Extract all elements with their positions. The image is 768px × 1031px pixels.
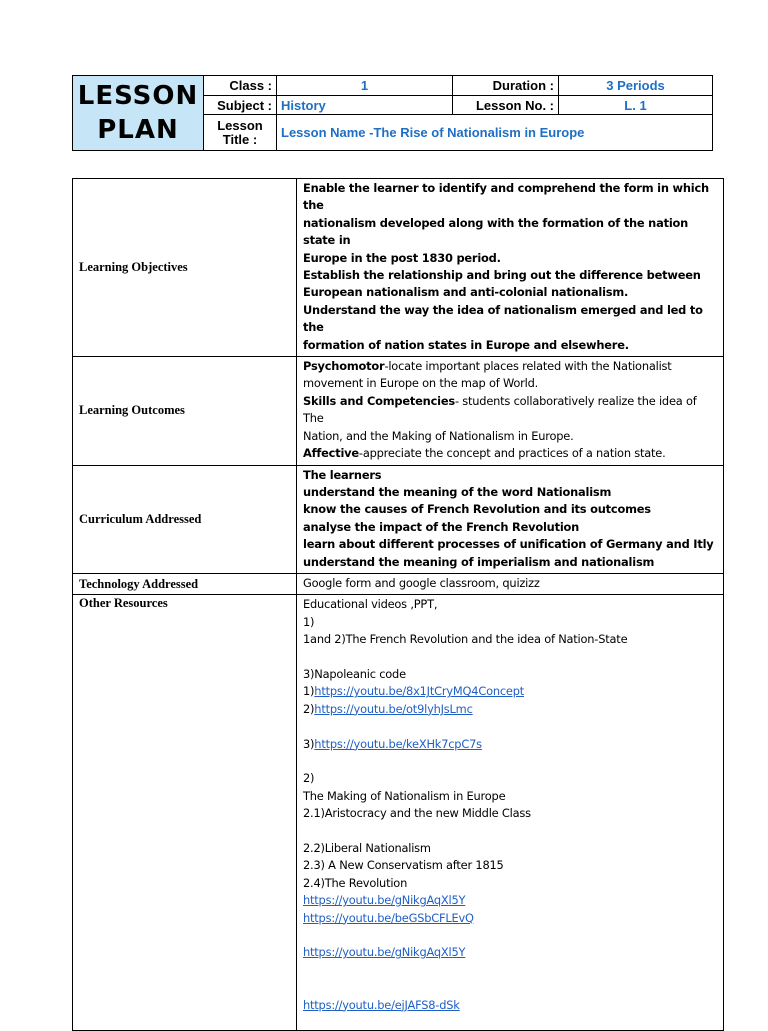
lesson-title-label	[204, 115, 277, 151]
video-link[interactable]: https://youtu.be/8x1JtCryMQ4Concept	[314, 684, 525, 699]
resource-line: 2.1)Aristocracy and the new Middle Class	[303, 806, 531, 821]
objectives-row	[73, 179, 724, 357]
resource-line: 1)	[303, 614, 315, 629]
video-link[interactable]: https://youtu.be/gNikgAqXl5Y	[303, 945, 466, 960]
lesson-title-value: Lesson Name -The Rise of Nationalism in Europe	[277, 115, 713, 151]
objective-line: nationalism developed along with the formation of the nation state in	[303, 215, 689, 248]
resource-line: 2.2)Liberal Nationalism	[303, 840, 431, 855]
objective-line: Enable the learner to identify and comprehend the form in which the	[303, 181, 709, 213]
lesson-title-label-1: Lesson	[217, 117, 263, 133]
objectives-content	[297, 179, 724, 357]
curriculum-line: learn about different processes of unification of Germany and Itly	[303, 537, 714, 552]
outcome-text: - students collaboratively realize the idea of The	[303, 393, 697, 426]
technology-value: Google form and google classroom, quizizz	[297, 573, 724, 594]
subject-value: History	[277, 96, 453, 115]
technology-label: Technology Addressed	[73, 573, 297, 594]
title-line-2: PLAN	[97, 115, 179, 145]
resource-line: 3)Napoleanic code	[303, 666, 406, 681]
outcome-key: Skills and Competencies	[303, 393, 455, 408]
lesson-no-value: L. 1	[559, 96, 713, 115]
outcome-text: -appreciate the concept and practices of a nation state.	[358, 446, 666, 461]
subject-label: Subject :	[204, 96, 277, 115]
curriculum-line: understand the meaning of the word Nationalism	[303, 484, 612, 499]
curriculum-line: know the causes of French Revolution and its outcomes	[303, 502, 651, 517]
resource-line: 2.4)The Revolution	[303, 875, 408, 890]
link-prefix: 1)	[303, 684, 315, 699]
outcome-line	[303, 358, 717, 375]
outcomes-label: Learning Outcomes	[73, 357, 297, 465]
link-prefix: 3)	[303, 736, 315, 751]
class-value: 1	[277, 76, 453, 96]
resource-link-line	[303, 736, 717, 753]
outcome-line	[303, 393, 717, 428]
video-link[interactable]: https://youtu.be/ot9lyhJsLmc	[314, 701, 473, 716]
curriculum-row	[73, 465, 724, 573]
resource-line: 1and 2)The French Revolution and the idea of Nation-State	[303, 632, 628, 647]
video-link[interactable]: https://youtu.be/beGSbCFLEvQ	[303, 910, 474, 925]
curriculum-line: The learners	[303, 467, 382, 482]
lesson-plan-table	[72, 178, 724, 1031]
objective-line: Establish the relationship and bring out the difference between	[303, 268, 701, 283]
spacer	[303, 962, 717, 997]
objective-line: formation of nation states in Europe and elsewhere.	[303, 337, 629, 352]
resource-link-line	[303, 683, 717, 700]
outcome-line: Nation, and the Making of Nationalism in Europe.	[303, 428, 574, 443]
lesson-plan-header	[72, 75, 713, 151]
outcome-text: -locate important places related with the Nationalist	[384, 359, 672, 374]
resource-line: The Making of Nationalism in Europe	[303, 788, 506, 803]
curriculum-label: Curriculum Addressed	[73, 465, 297, 573]
spacer	[303, 649, 717, 666]
objective-line: Understand the way the idea of nationalism emerged and led to the	[303, 302, 703, 335]
resource-link-line	[303, 701, 717, 718]
resource-line: 2.3) A New Conservatism after 1815	[303, 858, 504, 873]
curriculum-line: understand the meaning of imperialism and nationalism	[303, 554, 655, 569]
outcome-line: movement in Europe on the map of World.	[303, 376, 539, 391]
link-prefix: 2)	[303, 701, 315, 716]
duration-value: 3 Periods	[559, 76, 713, 96]
resources-content	[297, 595, 724, 1031]
objective-line: European nationalism and anti-colonial nationalism.	[303, 285, 629, 300]
outcome-line	[303, 445, 717, 462]
video-link[interactable]: https://youtu.be/gNikgAqXl5Y	[303, 893, 466, 908]
spacer	[303, 927, 717, 944]
outcomes-content	[297, 357, 724, 465]
duration-label: Duration :	[453, 76, 559, 96]
curriculum-line: analyse the impact of the French Revolution	[303, 519, 580, 534]
objective-line: Europe in the post 1830 period.	[303, 250, 501, 265]
resource-link-line	[303, 997, 717, 1014]
spacer	[303, 823, 717, 840]
lesson-title-label-2: Title :	[222, 131, 258, 147]
resource-link-line	[303, 944, 717, 961]
resource-line: Educational videos ,PPT,	[303, 597, 438, 612]
outcome-key: Affective	[303, 446, 359, 461]
spacer	[303, 753, 717, 770]
lesson-no-label: Lesson No. :	[453, 96, 559, 115]
title-line-1: LESSON	[77, 81, 199, 111]
objectives-label: Learning Objectives	[73, 179, 297, 357]
resource-link-line	[303, 892, 717, 909]
lesson-plan-title	[73, 76, 204, 151]
video-link[interactable]: https://youtu.be/ejJAFS8-dSk	[303, 997, 460, 1012]
curriculum-content	[297, 465, 724, 573]
resource-link-line	[303, 910, 717, 927]
outcome-key: Psychomotor	[303, 359, 385, 374]
spacer	[303, 718, 717, 735]
resources-label: Other Resources	[73, 595, 297, 1031]
technology-row	[73, 573, 724, 594]
resource-line: 2)	[303, 771, 315, 786]
video-link[interactable]: https://youtu.be/keXHk7cpC7s	[314, 736, 482, 751]
class-label: Class :	[204, 76, 277, 96]
resources-row	[73, 595, 724, 1031]
outcomes-row	[73, 357, 724, 465]
